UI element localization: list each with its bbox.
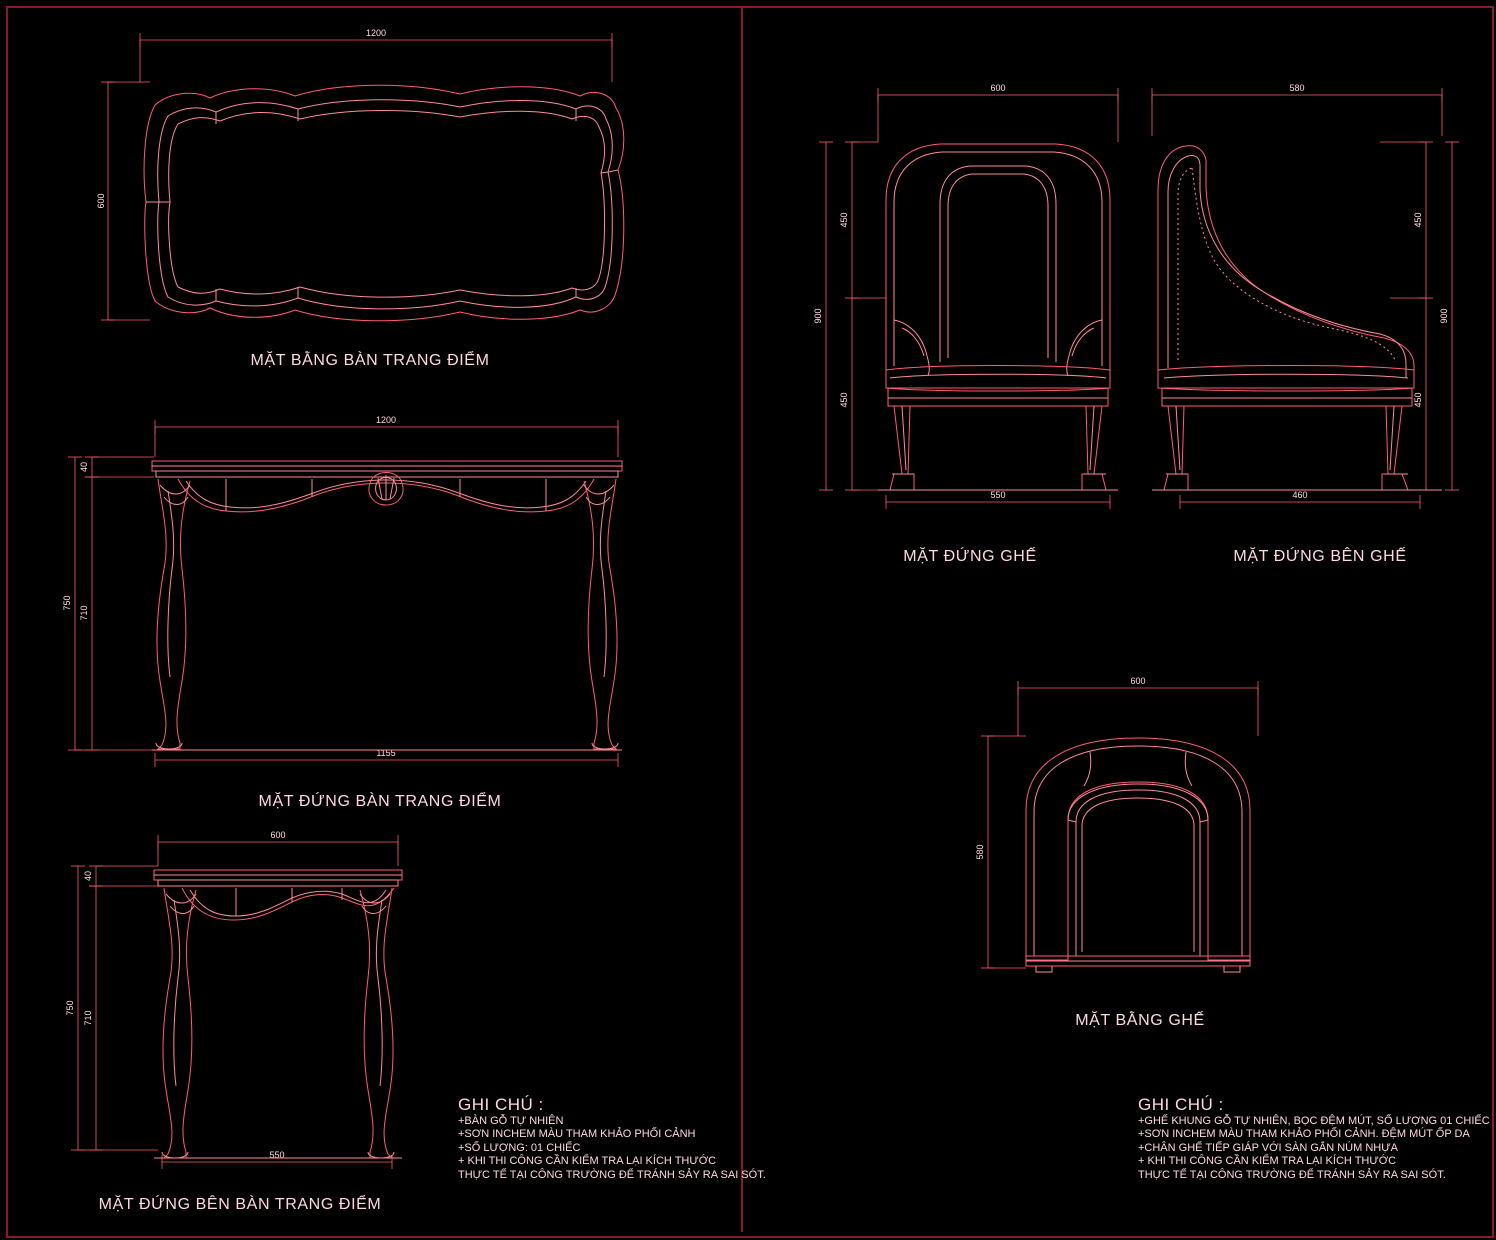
caption-table-plan: MẶT BẰNG BÀN TRANG ĐIỂM bbox=[250, 352, 490, 369]
sheet-divider bbox=[741, 8, 743, 1232]
note-chair-line-4: + KHI THI CÔNG CẦN KIỂM TRA LẠI KÍCH THƯỚC bbox=[1138, 1155, 1397, 1167]
note-chair-line-5: THỰC TẾ TẠI CÔNG TRƯỜNG ĐỂ TRÁNH SẢY RA SAI SÓT. bbox=[1138, 1168, 1446, 1181]
dimension-label-750-side: 750 bbox=[65, 1000, 75, 1016]
dimension-table-side-top-thickness bbox=[89, 866, 158, 886]
dimension-table-side-height bbox=[71, 866, 158, 1150]
dimension-label-900: 900 bbox=[813, 308, 823, 324]
caption-chair-front: MẶT ĐỨNG GHẾ bbox=[903, 548, 1037, 565]
view-chair-plan bbox=[940, 660, 1300, 1000]
dimension-label-710: 710 bbox=[79, 605, 89, 621]
dimension-label-40: 40 bbox=[79, 461, 89, 473]
dimension-label-450-side-upper: 450 bbox=[1413, 212, 1423, 228]
dimension-label-600-chair: 600 bbox=[990, 83, 1006, 93]
note-chair-line-3: +CHÂN GHẾ TIẾP GIÁP VỚI SÀN GẮN NÚM NHỰA bbox=[1138, 1141, 1398, 1154]
dimension-table-top-thickness bbox=[85, 457, 154, 477]
chair-plan-geometry bbox=[1026, 738, 1250, 972]
table-plan-outline bbox=[144, 85, 624, 321]
dimension-label-40-side: 40 bbox=[83, 870, 93, 882]
dimension-label-460: 460 bbox=[1292, 490, 1308, 500]
note-table-line-4: + KHI THI CÔNG CẦN KIỂM TRA LẠI KÍCH THƯỚC bbox=[458, 1155, 717, 1167]
dimension-label-900-side: 900 bbox=[1439, 308, 1449, 324]
dimension-label-600-side: 600 bbox=[270, 830, 286, 840]
note-table-line-1: +BÀN GỖ TỰ NHIÊN bbox=[458, 1114, 564, 1127]
note-chair bbox=[1138, 1095, 1490, 1182]
dimension-label-1155: 1155 bbox=[376, 748, 396, 758]
dimension-label-600: 600 bbox=[96, 193, 106, 209]
view-chair-side bbox=[1130, 70, 1470, 530]
note-table-line-2: +SƠN INCHEM MÀU THAM KHẢO PHỐI CẢNH bbox=[458, 1128, 696, 1140]
note-table-line-5: THỰC TẾ TẠI CÔNG TRƯỜNG ĐỂ TRÁNH SẢY RA SAI SÓT. bbox=[458, 1168, 766, 1181]
dimension-label-580: 580 bbox=[1289, 83, 1305, 93]
dimension-label-1200-front: 1200 bbox=[375, 415, 397, 425]
view-table-plan bbox=[60, 20, 680, 350]
caption-table-front: MẶT ĐỨNG BÀN TRANG ĐIỂM bbox=[258, 793, 502, 810]
dimension-table-height bbox=[68, 457, 154, 750]
view-table-front bbox=[30, 405, 680, 785]
caption-chair-side: MẶT ĐỨNG BÊN GHẾ bbox=[1233, 548, 1407, 565]
dimension-label-600-plan: 600 bbox=[1130, 676, 1146, 686]
dimension-table-plan-width bbox=[140, 33, 612, 82]
dimension-chair-back-height bbox=[845, 142, 886, 298]
caption-chair-plan: MẶT BẰNG GHẾ bbox=[1075, 1012, 1205, 1029]
dimension-label-450-side-lower: 450 bbox=[1413, 392, 1423, 408]
table-front-geometry bbox=[152, 461, 622, 750]
dimension-label-550: 550 bbox=[269, 1150, 285, 1160]
note-table bbox=[458, 1095, 766, 1182]
note-table-header: GHI CHÚ : bbox=[458, 1095, 544, 1114]
dimension-table-plan-depth bbox=[101, 82, 150, 320]
dimension-chair-side-back-height bbox=[1380, 142, 1433, 298]
dimension-chair-plan-depth bbox=[981, 736, 1026, 968]
dimension-label-450-lower: 450 bbox=[839, 392, 849, 408]
dimension-table-front-width bbox=[155, 420, 618, 457]
dimension-chair-seat-height bbox=[845, 298, 886, 490]
dimension-label-450-upper: 450 bbox=[839, 212, 849, 228]
dimension-label-750: 750 bbox=[62, 595, 72, 611]
view-chair-front bbox=[790, 70, 1150, 530]
note-chair-line-2: +SƠN INCHEM MÀU THAM KHẢO PHỐI CẢNH. ĐỆM MÚT ỐP DA bbox=[1138, 1128, 1470, 1140]
chair-front-geometry bbox=[878, 144, 1118, 490]
dimension-chair-plan-width bbox=[1018, 681, 1258, 736]
dimension-label-1200: 1200 bbox=[365, 28, 387, 38]
dimension-chair-front-width bbox=[878, 88, 1118, 142]
table-side-geometry bbox=[154, 870, 402, 1158]
view-table-side bbox=[30, 820, 460, 1200]
chair-side-geometry bbox=[1152, 146, 1442, 490]
note-chair-line-1: +GHẾ KHUNG GỖ TỰ NHIÊN, BỌC ĐỆM MÚT, SỐ LƯỢNG 01 CHIẾC bbox=[1138, 1114, 1490, 1127]
dimension-label-710-side: 710 bbox=[83, 1010, 93, 1026]
note-chair-header: GHI CHÚ : bbox=[1138, 1095, 1224, 1114]
dimension-chair-side-depth bbox=[1152, 88, 1442, 136]
dimension-label-550-chair: 550 bbox=[990, 490, 1006, 500]
caption-table-side: MẶT ĐỨNG BÊN BÀN TRANG ĐIỂM bbox=[98, 1196, 382, 1213]
note-table-line-3: +SỐ LƯỢNG: 01 CHIẾC bbox=[458, 1141, 581, 1154]
dimension-label-580-plan: 580 bbox=[975, 844, 985, 860]
